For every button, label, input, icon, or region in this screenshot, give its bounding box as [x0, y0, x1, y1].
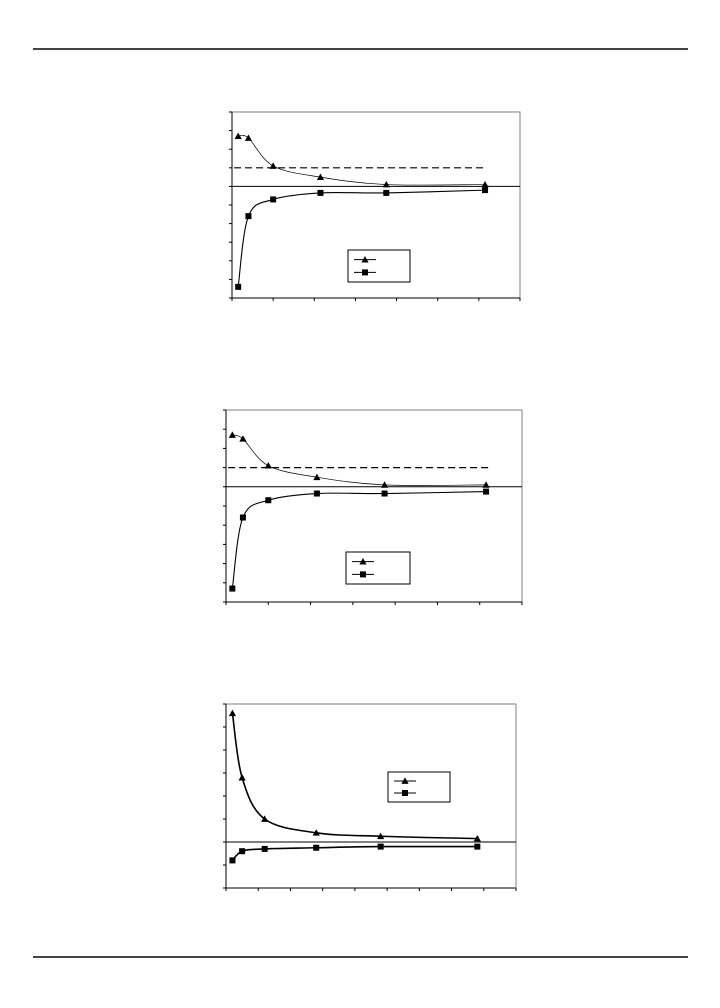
footer-rule: [33, 956, 688, 958]
chart-3-svg: [216, 696, 528, 898]
series-1-triangle-point: [239, 774, 246, 780]
series-2-square-point: [265, 497, 271, 503]
chart-2: [216, 402, 532, 619]
series-1-curve: [232, 435, 486, 485]
header-rule: [33, 48, 688, 50]
series-1-triangle-point: [482, 481, 489, 487]
series-2-square-point: [240, 515, 246, 521]
series-1-triangle-point: [239, 435, 246, 441]
series-1-triangle-point: [481, 181, 488, 187]
series-2-square-point: [378, 844, 384, 850]
series-2-square-point: [317, 190, 323, 196]
series-1-triangle-point: [245, 134, 252, 140]
series-2-square-point: [313, 845, 319, 851]
series-2-square-point: [245, 213, 251, 219]
chart-1-svg: [222, 104, 532, 310]
series-1-triangle-point: [229, 710, 236, 716]
legend-square-marker: [360, 571, 366, 577]
series-2-square-point: [314, 491, 320, 497]
series-2-square-point: [483, 489, 489, 495]
series-2-square-point: [235, 284, 241, 290]
series-1-triangle-point: [229, 431, 236, 437]
series-1-triangle-point: [265, 462, 272, 468]
legend-square-marker: [402, 790, 408, 796]
series-2-square-point: [482, 187, 488, 193]
series-1-curve: [238, 135, 485, 185]
series-2-square-point: [229, 857, 235, 863]
series-2-square-point: [262, 846, 268, 852]
plot-frame: [226, 704, 516, 888]
legend-box: [346, 552, 410, 584]
series-2-square-point: [474, 844, 480, 850]
series-2-square-point: [229, 586, 235, 592]
chart-3: [216, 696, 528, 903]
legend-box: [388, 772, 450, 802]
chart-1: [222, 104, 532, 315]
series-2-square-point: [383, 190, 389, 196]
legend-square-marker: [362, 269, 368, 275]
series-1-triangle-point: [270, 162, 277, 168]
series-2-square-point: [270, 196, 276, 202]
series-2-square-point: [382, 491, 388, 497]
chart-2-svg: [216, 402, 532, 614]
legend-box: [348, 250, 410, 282]
series-2-curve: [232, 847, 477, 861]
series-2-square-point: [239, 848, 245, 854]
